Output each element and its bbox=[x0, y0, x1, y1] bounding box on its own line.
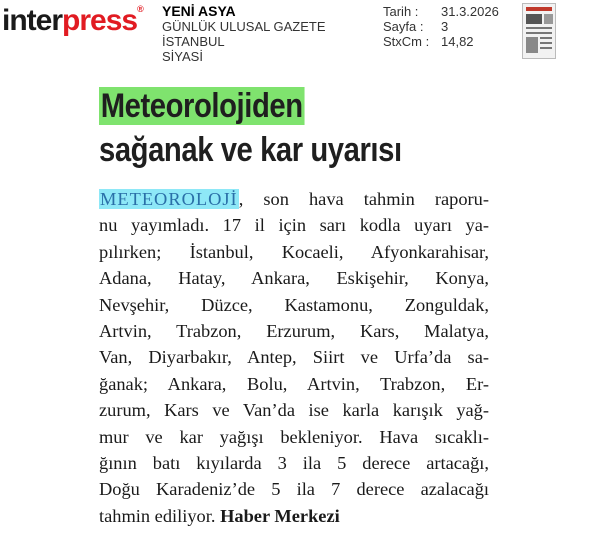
article-signature: Haber Merkezi bbox=[220, 505, 340, 526]
body-line: Artvin, Trabzon, Erzurum, Kars, Malatya, bbox=[99, 321, 489, 342]
page-label: Sayfa : bbox=[383, 19, 424, 34]
publication-name: YENİ ASYA bbox=[162, 3, 236, 19]
article-headline bbox=[99, 84, 460, 172]
body-line: Van, Diyarbakır, Antep, Siirt ve Urfa’da sa- bbox=[99, 347, 489, 368]
registered-mark: ® bbox=[137, 4, 144, 14]
body-line: ğının batı kıyılarda 3 ila 5 derece artacağı, bbox=[99, 453, 489, 474]
body-line: Nevşehir, Düzce, Kastamonu, Zonguldak, bbox=[99, 294, 489, 315]
body-line: tahmin ediliyor. Haber Merkezi bbox=[99, 505, 340, 526]
body-line: METEOROLOJİ, son hava tahmin raporu- bbox=[100, 189, 489, 209]
stxcm-value: 14,82 bbox=[441, 34, 474, 49]
body-line: pılırken; İstanbul, Kocaeli, Afyonkarahisar, bbox=[99, 241, 489, 262]
clipping-meta bbox=[383, 4, 499, 49]
page-value: 3 bbox=[441, 19, 449, 34]
publication-info bbox=[162, 4, 326, 64]
article-body bbox=[99, 186, 489, 529]
headline-highlight: Meteorolojiden bbox=[100, 87, 303, 125]
body-line: Doğu Karadeniz’de 5 ila 7 derece azalacağı bbox=[99, 479, 489, 500]
body-line: Adana, Hatay, Ankara, Eskişehir, Konya, bbox=[99, 268, 489, 289]
publication-city: İSTANBUL bbox=[162, 34, 225, 49]
body-line: ğanak; Ankara, Bolu, Artvin, Trabzon, Er- bbox=[99, 373, 489, 394]
interpress-logo bbox=[2, 4, 144, 38]
page-thumbnail[interactable] bbox=[522, 3, 556, 59]
body-line: zurum, Kars ve Van’da ise karla karışık yağ- bbox=[99, 400, 489, 421]
headline-rest: sağanak ve kar uyarısı bbox=[99, 131, 402, 169]
body-line: mur ve kar yağışı bekleniyor. Hava sıcaklı- bbox=[99, 426, 489, 447]
stxcm-label: StxCm : bbox=[383, 34, 430, 49]
publication-section: SİYASİ bbox=[162, 49, 203, 64]
date-label: Tarih : bbox=[383, 4, 419, 19]
date-value: 31.3.2026 bbox=[441, 4, 499, 19]
publication-type: GÜNLÜK ULUSAL GAZETE bbox=[162, 19, 326, 34]
logo-text-inter: inter bbox=[2, 4, 63, 37]
logo-text-press: press bbox=[62, 4, 138, 37]
keyword-highlight: METEOROLOJİ bbox=[100, 189, 238, 209]
body-line: nu yayımladı. 17 il için sarı kodla uyarı ya- bbox=[99, 215, 489, 236]
